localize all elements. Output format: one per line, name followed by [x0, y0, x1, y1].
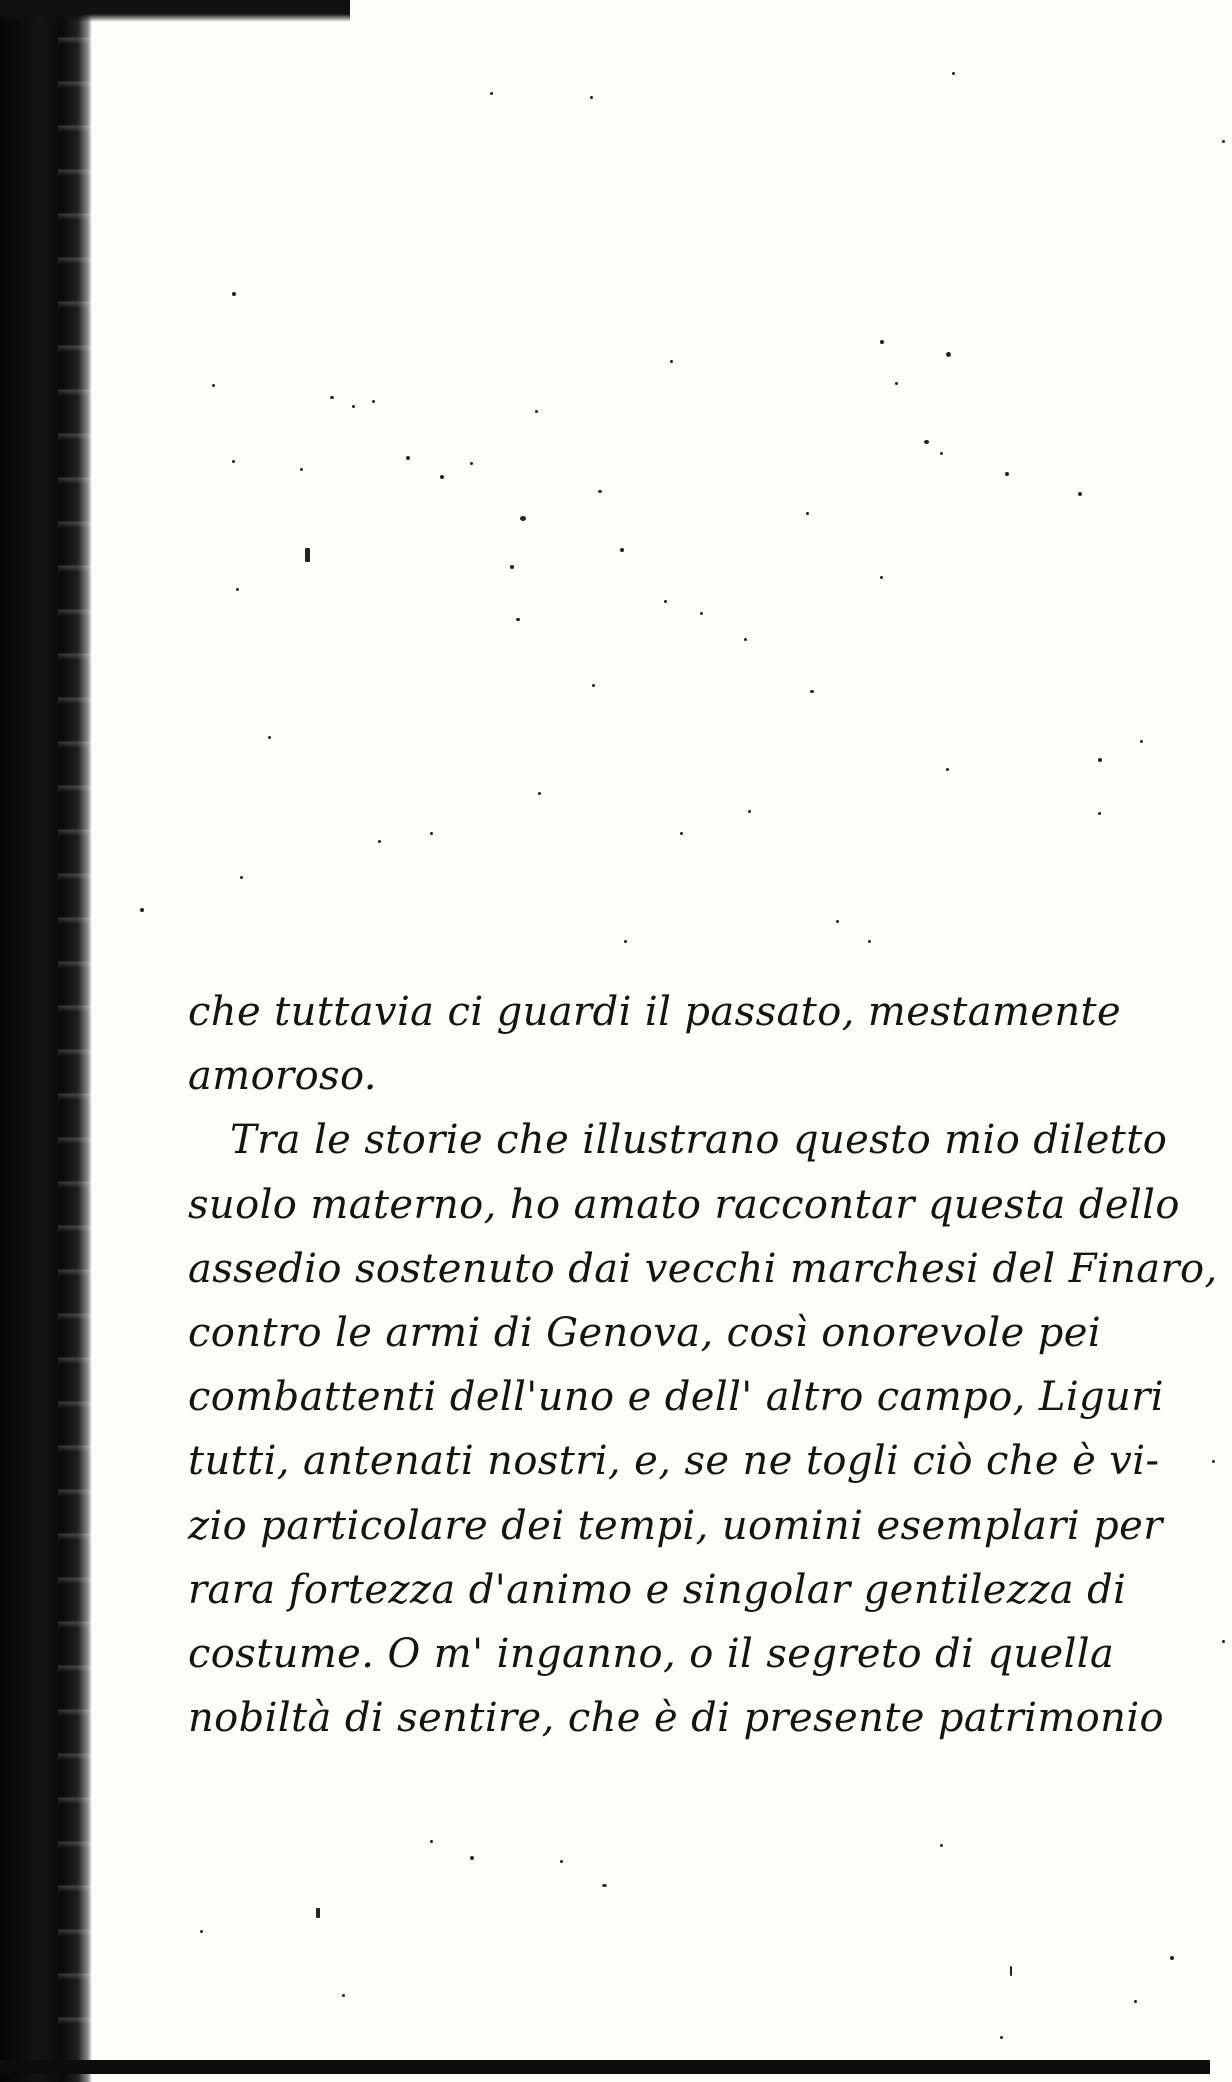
text-line-12: nobiltà di sentire, che è di presente patrimonio — [188, 1695, 1164, 1742]
text-line-1: che tuttavia ci guardi il passato, mestamente — [188, 989, 1122, 1035]
text-line-5: assedio sostenuto dai vecchi marchesi del Finaro, — [188, 1245, 1218, 1292]
text-line-7: combattenti dell'uno e dell' altro campo, Liguri — [188, 1374, 1164, 1421]
text-line-4: suolo materno, ho amato raccontar questa dello — [188, 1181, 1180, 1228]
text-line-8: tutti, antenati nostri, e, se ne togli ciò che è vi- — [188, 1438, 1160, 1485]
binding-streaks — [58, 0, 98, 2082]
text-line-11: costume. O m' inganno, o il segreto di quella — [188, 1631, 1115, 1678]
page-body-text — [188, 980, 1218, 1750]
text-line-6: contro le armi di Genova, così onorevole pei — [188, 1310, 1102, 1357]
text-line-3: Tra le storie che illustrano questo mio diletto — [230, 1117, 1168, 1164]
text-line-9: zio particolare dei tempi, uomini esemplari per — [188, 1502, 1163, 1549]
text-line-2: amoroso. — [188, 1053, 377, 1100]
top-rule — [0, 0, 350, 22]
text-line-10: rara fortezza d'animo e singolar gentilezza di — [188, 1566, 1127, 1613]
bottom-rule — [0, 2060, 1210, 2074]
